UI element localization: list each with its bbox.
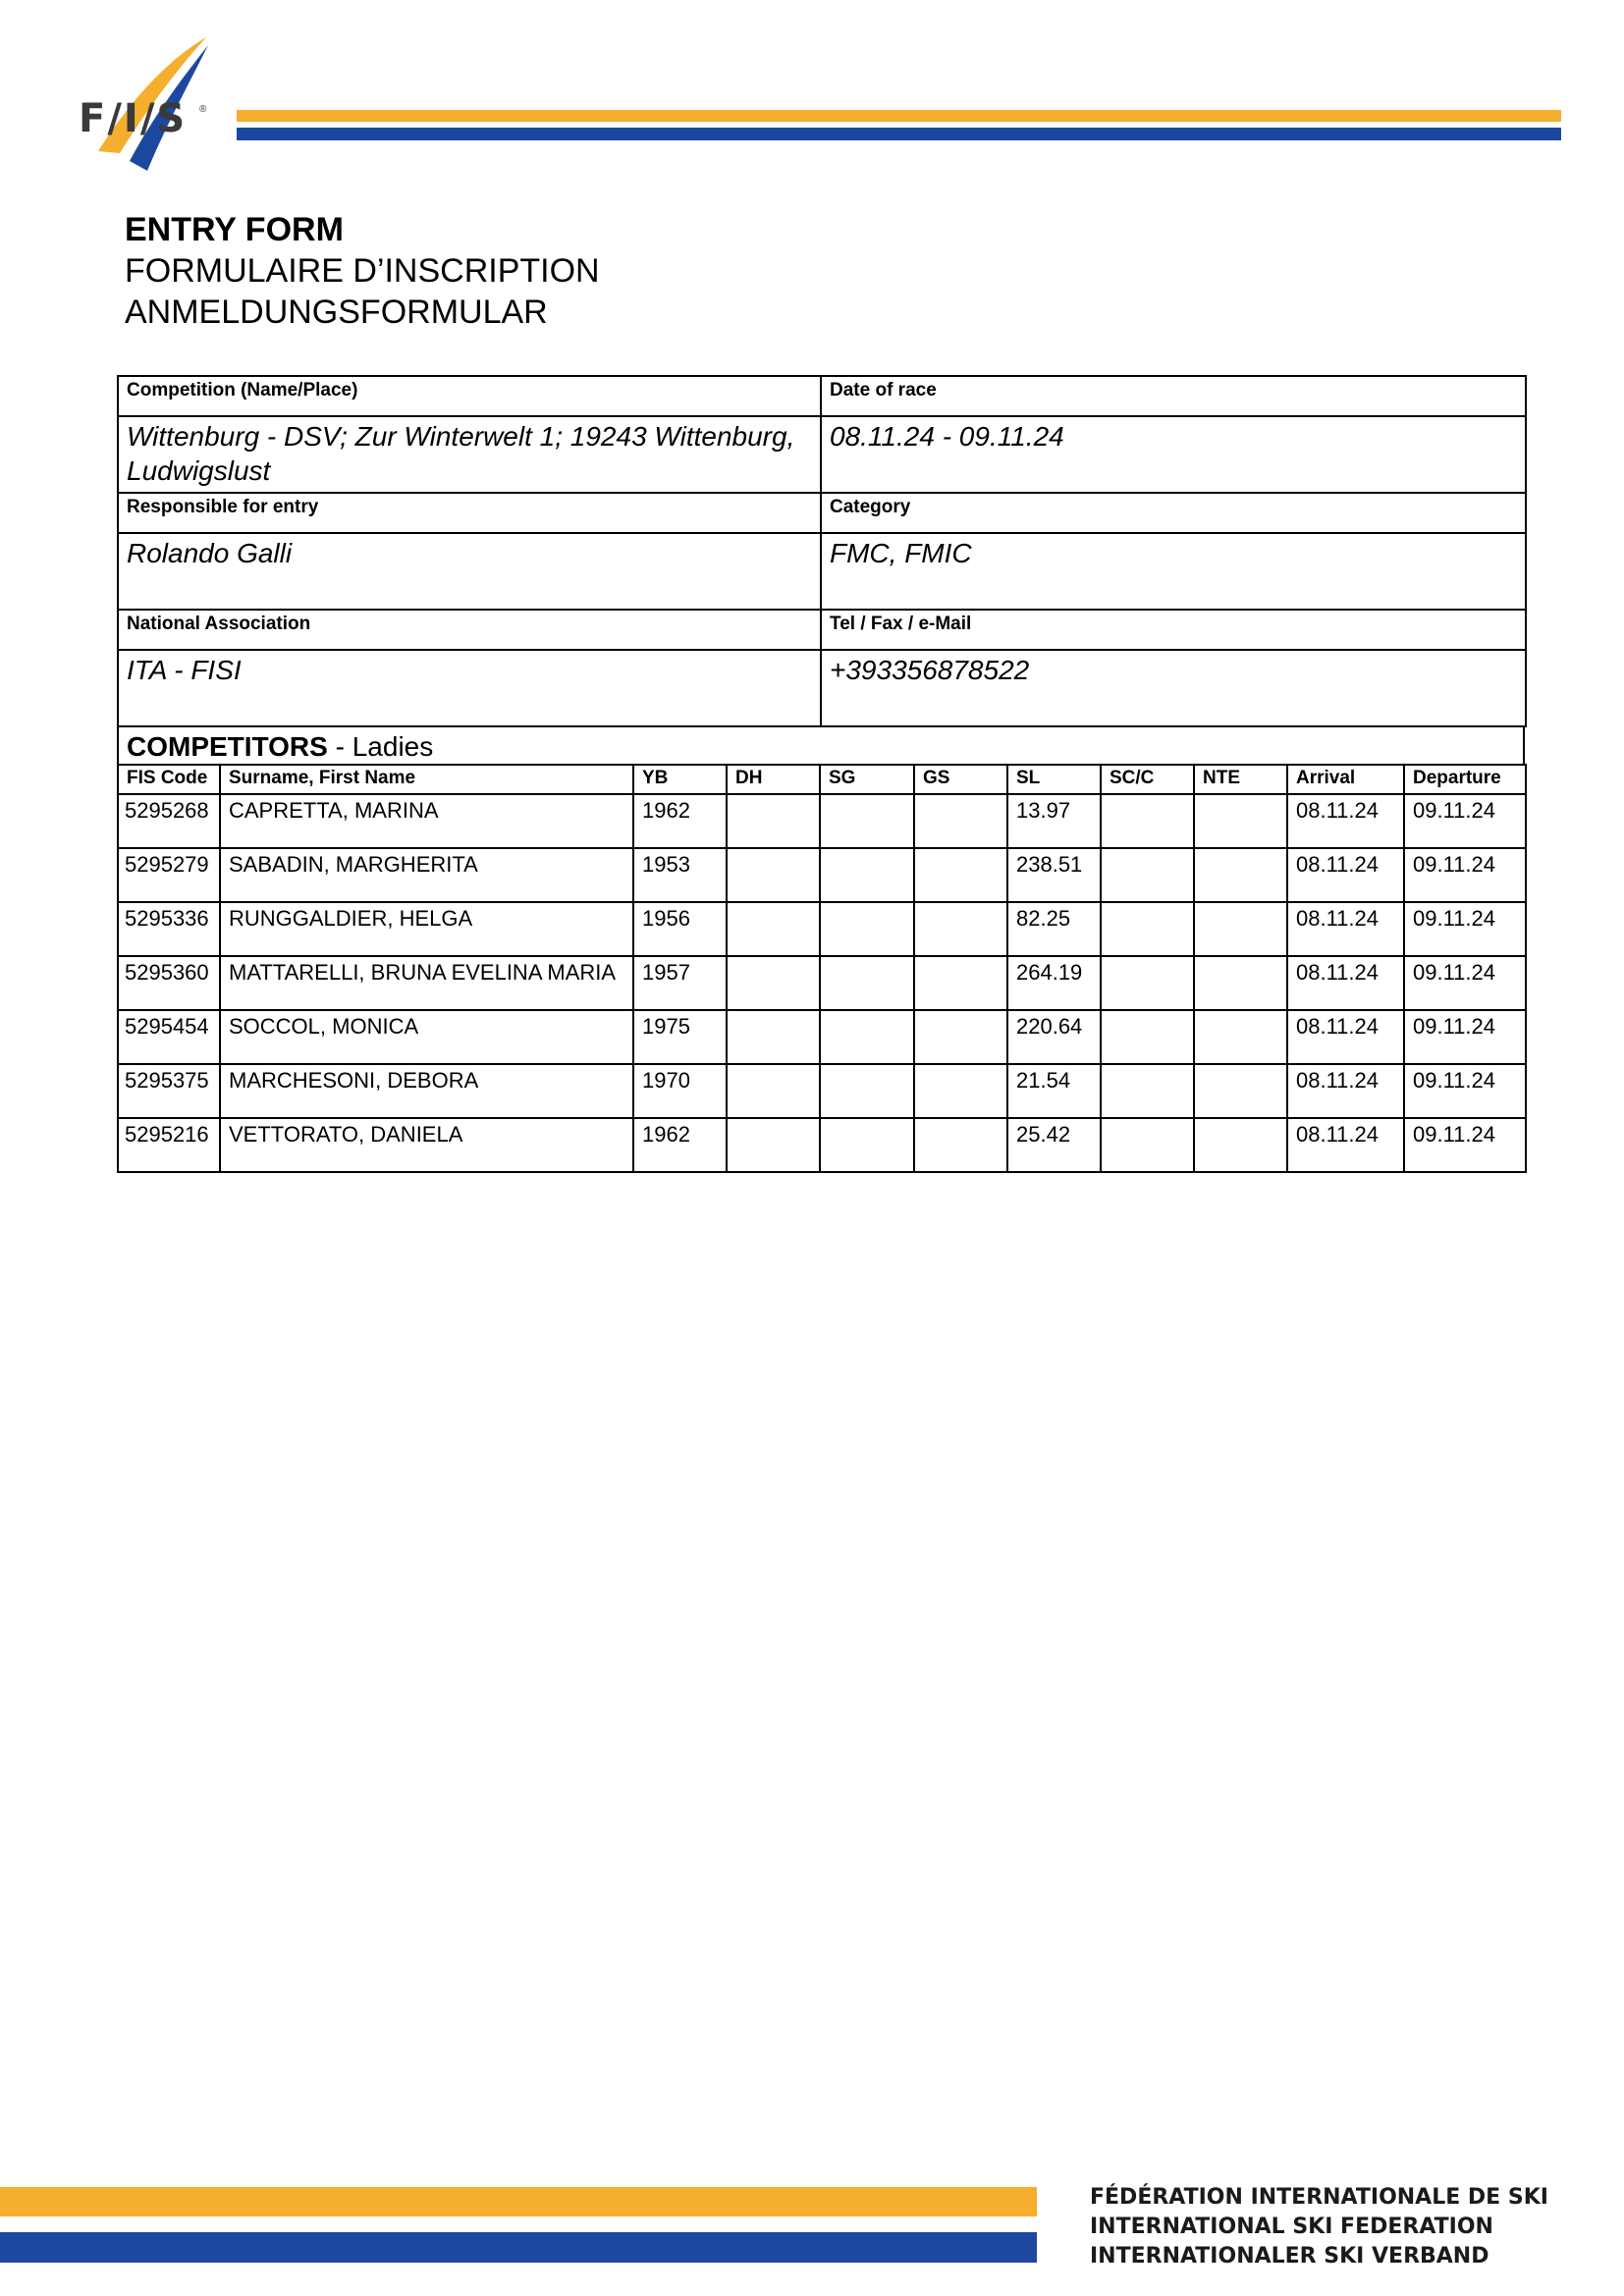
table-row	[118, 848, 1526, 902]
responsible-label: Responsible for entry	[118, 493, 821, 533]
table-cell: 09.11.24	[1404, 1010, 1526, 1064]
table-cell	[820, 1118, 914, 1172]
title-german: ANMELDUNGSFORMULAR	[125, 294, 548, 331]
table-cell: 5295454	[118, 1010, 220, 1064]
table-cell	[727, 1010, 820, 1064]
column-header: YB	[633, 765, 727, 794]
fis-logo	[69, 35, 216, 183]
federation-name-block	[1090, 2183, 1548, 2271]
table-cell	[914, 1010, 1007, 1064]
table-cell	[914, 1064, 1007, 1118]
association-label: National Association	[118, 610, 821, 650]
table-cell	[820, 956, 914, 1010]
table-cell: 1957	[633, 956, 727, 1010]
table-cell: 264.19	[1007, 956, 1101, 1010]
table-cell	[1194, 956, 1287, 1010]
table-cell: 08.11.24	[1287, 1010, 1404, 1064]
table-cell: 09.11.24	[1404, 956, 1526, 1010]
title-entry-form: ENTRY FORM	[125, 211, 344, 248]
table-cell	[727, 848, 820, 902]
table-cell: 1962	[633, 1118, 727, 1172]
table-cell	[820, 794, 914, 848]
category-value: FMC, FMIC	[821, 533, 1526, 610]
category-label: Category	[821, 493, 1526, 533]
table-cell	[727, 794, 820, 848]
table-cell	[1194, 1064, 1287, 1118]
table-cell: 08.11.24	[1287, 848, 1404, 902]
table-cell	[1101, 1118, 1194, 1172]
table-cell	[727, 1064, 820, 1118]
column-header: SG	[820, 765, 914, 794]
column-header: DH	[727, 765, 820, 794]
table-cell: 5295360	[118, 956, 220, 1010]
table-row	[118, 956, 1526, 1010]
fis-logo-letters: F/I/S	[79, 96, 188, 141]
federation-name-english: INTERNATIONAL SKI FEDERATION	[1090, 2215, 1493, 2239]
table-cell: 09.11.24	[1404, 1118, 1526, 1172]
table-row	[118, 1118, 1526, 1172]
contact-value: +393356878522	[821, 650, 1526, 726]
column-header: SL	[1007, 765, 1101, 794]
footer-stripe-blue	[0, 2232, 1037, 2263]
table-cell: 08.11.24	[1287, 794, 1404, 848]
table-cell: 13.97	[1007, 794, 1101, 848]
table-cell: 1975	[633, 1010, 727, 1064]
table-cell: 1962	[633, 794, 727, 848]
table-cell: 5295375	[118, 1064, 220, 1118]
table-cell	[914, 1118, 1007, 1172]
table-cell: MATTARELLI, BRUNA EVELINA MARIA	[220, 956, 633, 1010]
table-cell	[1101, 902, 1194, 956]
competitors-heading-bold: COMPETITORS	[127, 731, 328, 762]
table-cell	[820, 902, 914, 956]
table-cell	[914, 956, 1007, 1010]
table-cell	[1194, 902, 1287, 956]
table-cell: 5295216	[118, 1118, 220, 1172]
table-cell: 1970	[633, 1064, 727, 1118]
header-stripe-yellow	[237, 110, 1561, 122]
table-cell: 09.11.24	[1404, 902, 1526, 956]
competitors-heading	[117, 726, 1525, 764]
table-cell: 08.11.24	[1287, 902, 1404, 956]
table-cell: 238.51	[1007, 848, 1101, 902]
header-stripe-blue	[237, 128, 1561, 140]
table-cell: 09.11.24	[1404, 794, 1526, 848]
table-cell	[1194, 1010, 1287, 1064]
table-row	[118, 1064, 1526, 1118]
form-title-block	[125, 210, 600, 333]
table-cell: RUNGGALDIER, HELGA	[220, 902, 633, 956]
table-cell: SOCCOL, MONICA	[220, 1010, 633, 1064]
table-cell: 08.11.24	[1287, 1064, 1404, 1118]
table-cell	[727, 1118, 820, 1172]
table-cell: VETTORATO, DANIELA	[220, 1118, 633, 1172]
table-cell: 1956	[633, 902, 727, 956]
column-header: Departure	[1404, 765, 1526, 794]
table-cell	[1101, 848, 1194, 902]
table-cell: 1953	[633, 848, 727, 902]
table-cell: SABADIN, MARGHERITA	[220, 848, 633, 902]
column-header: SC/C	[1101, 765, 1194, 794]
table-row	[118, 902, 1526, 956]
table-cell	[1101, 1064, 1194, 1118]
table-cell	[1101, 956, 1194, 1010]
table-cell: 08.11.24	[1287, 956, 1404, 1010]
table-cell: CAPRETTA, MARINA	[220, 794, 633, 848]
table-cell	[820, 848, 914, 902]
table-cell: 09.11.24	[1404, 848, 1526, 902]
competitors-heading-gender: - Ladies	[327, 731, 434, 762]
table-cell: 220.64	[1007, 1010, 1101, 1064]
table-row	[118, 1010, 1526, 1064]
federation-name-french: FÉDÉRATION INTERNATIONALE DE SKI	[1090, 2185, 1548, 2210]
entry-info-table	[117, 375, 1527, 727]
table-cell	[727, 956, 820, 1010]
registered-mark-icon: ®	[199, 104, 207, 115]
table-cell	[914, 794, 1007, 848]
date-label: Date of race	[821, 376, 1526, 416]
column-header: Arrival	[1287, 765, 1404, 794]
column-header: Surname, First Name	[220, 765, 633, 794]
column-header: NTE	[1194, 765, 1287, 794]
table-cell	[1194, 848, 1287, 902]
competitors-header-row	[118, 765, 1526, 794]
table-cell	[1194, 1118, 1287, 1172]
table-cell: 25.42	[1007, 1118, 1101, 1172]
title-french: FORMULAIRE D’INSCRIPTION	[125, 252, 600, 290]
table-cell	[1194, 794, 1287, 848]
table-cell	[727, 902, 820, 956]
table-cell: 82.25	[1007, 902, 1101, 956]
table-cell: 09.11.24	[1404, 1064, 1526, 1118]
competition-label: Competition (Name/Place)	[118, 376, 821, 416]
table-cell	[1101, 1010, 1194, 1064]
table-cell: MARCHESONI, DEBORA	[220, 1064, 633, 1118]
table-cell	[914, 848, 1007, 902]
table-cell	[1101, 794, 1194, 848]
responsible-value: Rolando Galli	[118, 533, 821, 610]
table-cell: 5295279	[118, 848, 220, 902]
association-value: ITA - FISI	[118, 650, 821, 726]
column-header: FIS Code	[118, 765, 220, 794]
table-cell: 5295268	[118, 794, 220, 848]
table-cell: 08.11.24	[1287, 1118, 1404, 1172]
table-row	[118, 794, 1526, 848]
competition-value: Wittenburg - DSV; Zur Winterwelt 1; 19243 Wittenburg, Ludwigslust	[118, 416, 821, 493]
column-header: GS	[914, 765, 1007, 794]
date-value: 08.11.24 - 09.11.24	[821, 416, 1526, 493]
table-cell: 5295336	[118, 902, 220, 956]
footer-stripe-yellow	[0, 2187, 1037, 2216]
table-cell	[820, 1064, 914, 1118]
table-cell: 21.54	[1007, 1064, 1101, 1118]
competitors-table	[117, 764, 1527, 1173]
federation-name-german: INTERNATIONALER SKI VERBAND	[1090, 2244, 1489, 2269]
table-cell	[914, 902, 1007, 956]
table-cell	[820, 1010, 914, 1064]
contact-label: Tel / Fax / e-Mail	[821, 610, 1526, 650]
competitors-body	[118, 794, 1526, 1172]
